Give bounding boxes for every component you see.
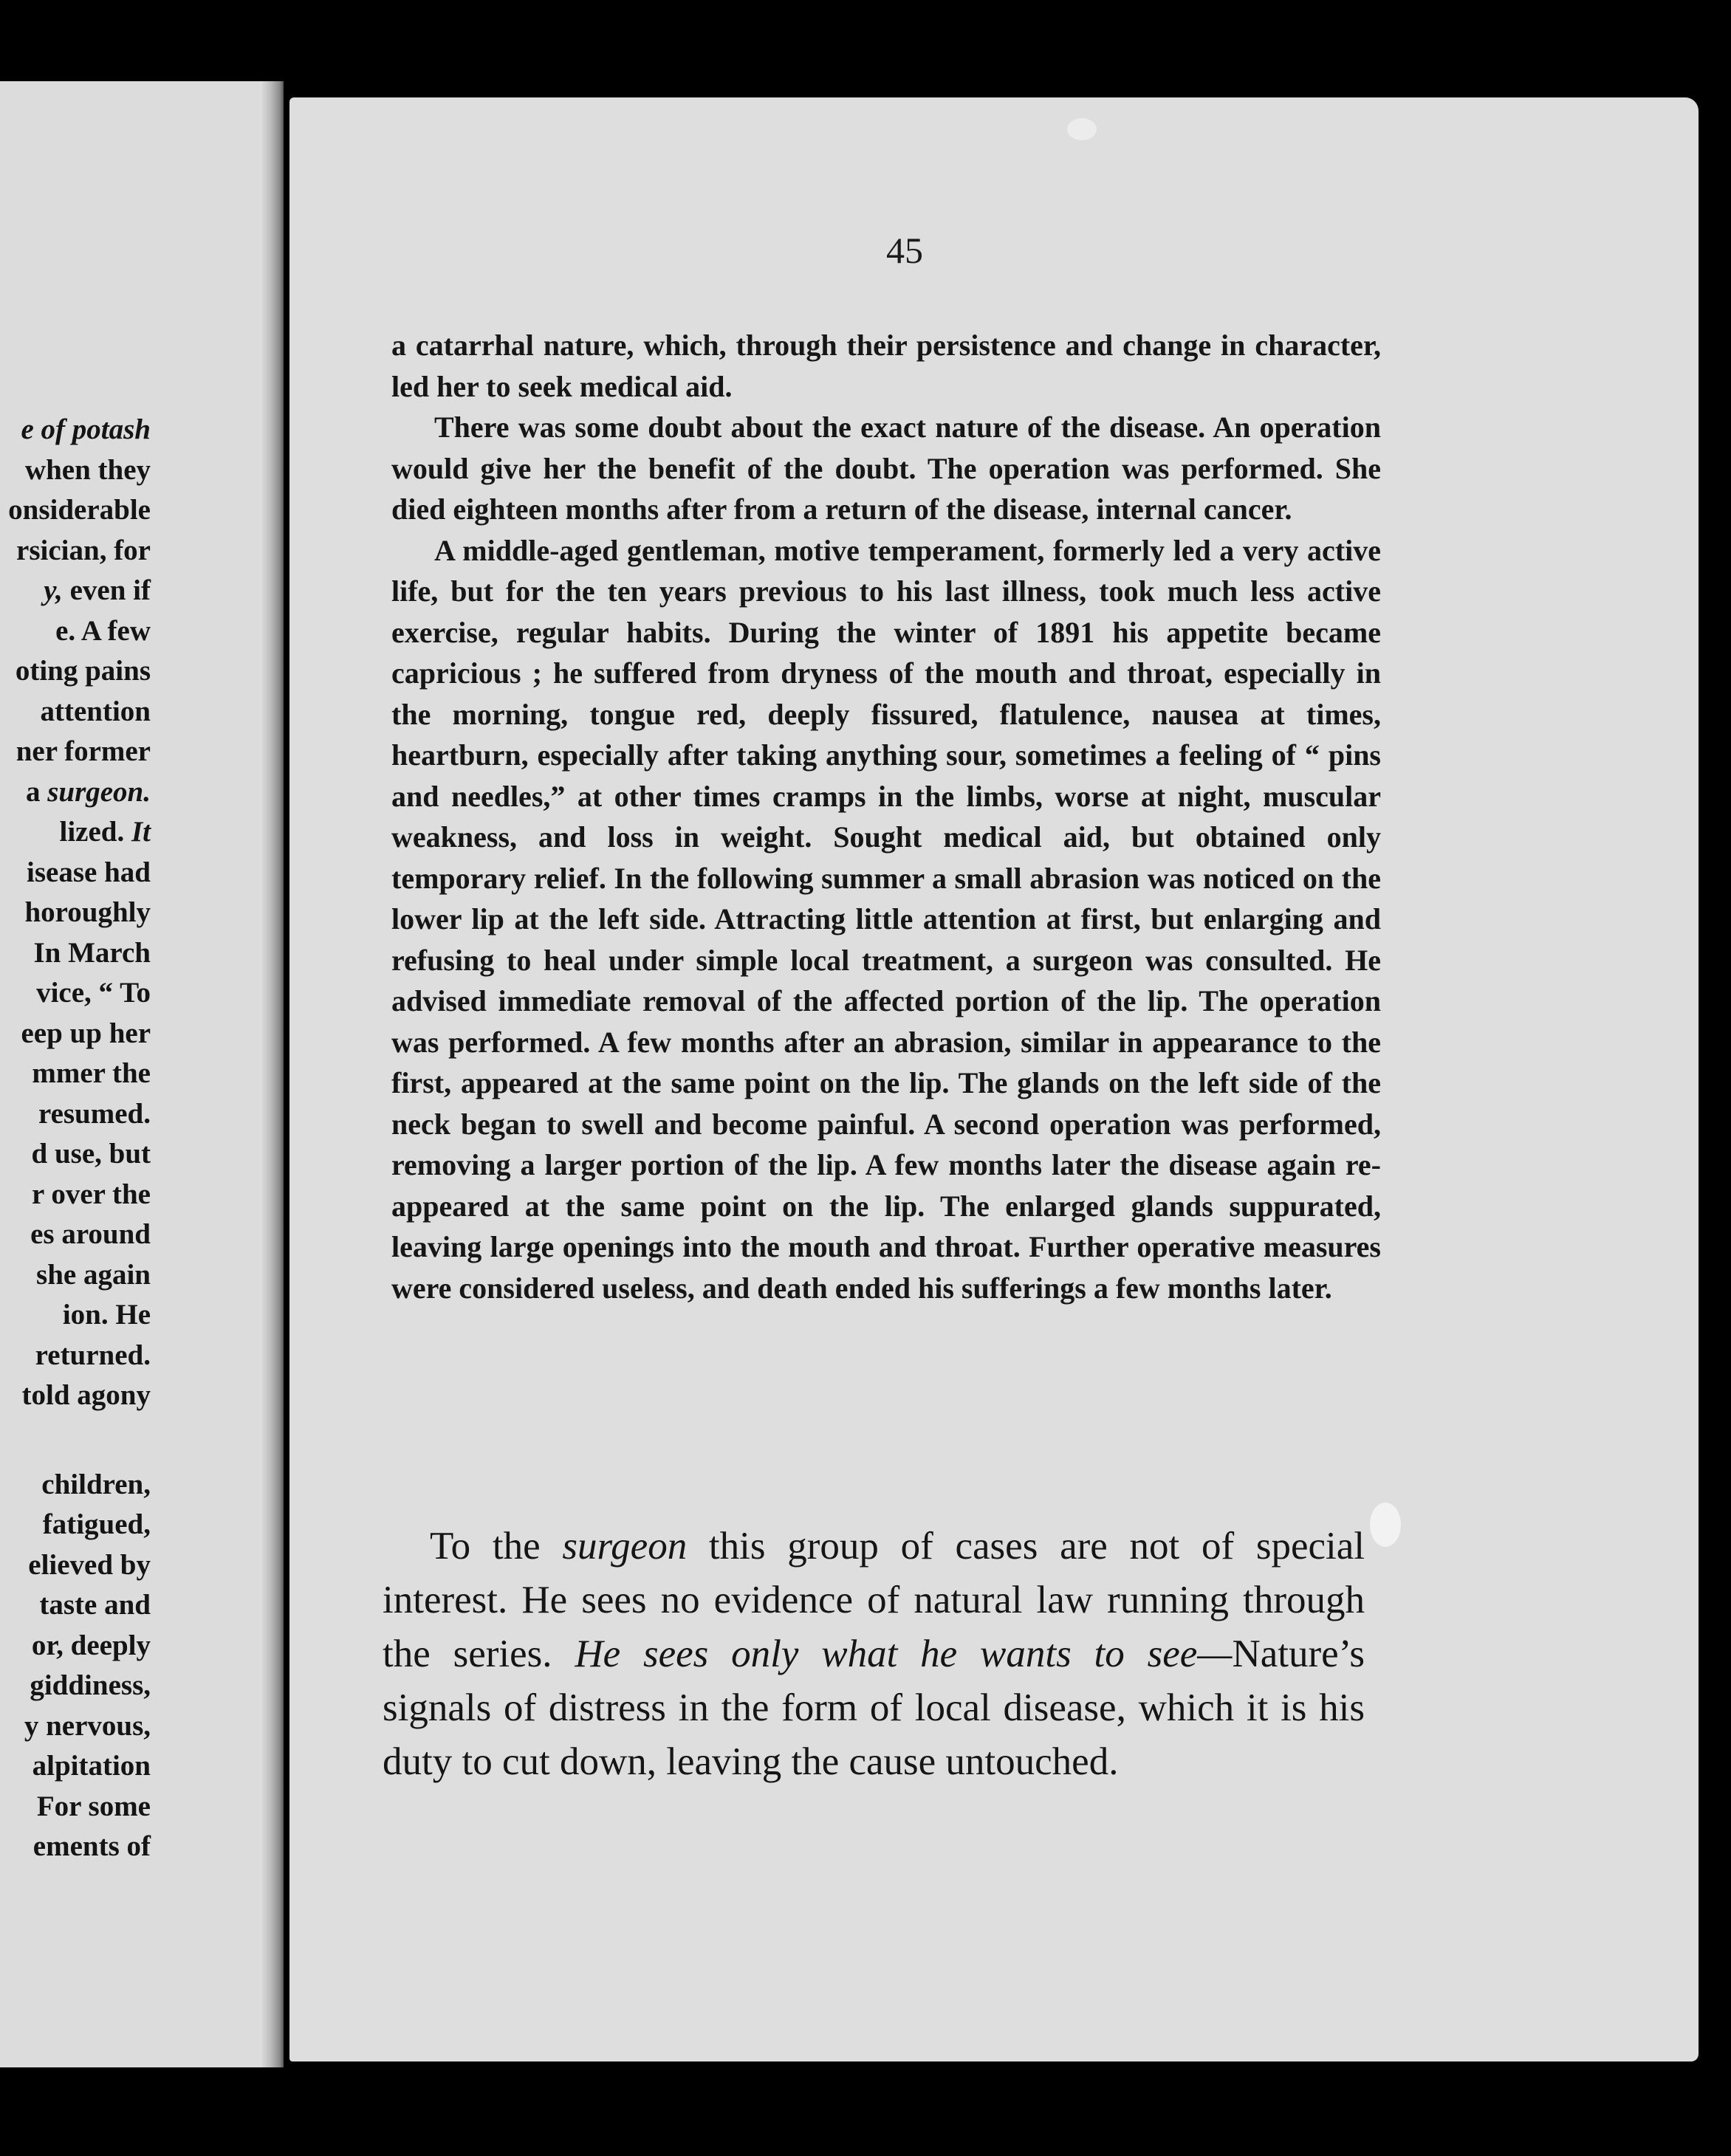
closing-italic-surgeon: surgeon (562, 1525, 688, 1568)
previous-page-line: ements of (32, 1830, 151, 1862)
paragraph-case-doubt: There was some doubt about the exact nature of the disease. An operation would give her the benefit of the doubt. The operation was performed. She died eighteen months after from a return of the disease, internal cancer. (391, 411, 1381, 526)
line-text: oting pains (15, 655, 151, 687)
line-text: eep up her (21, 1017, 151, 1049)
previous-page-line: fatigued, (42, 1508, 151, 1540)
previous-page-line (0, 893, 151, 933)
previous-page-line (0, 410, 151, 450)
previous-page-line (0, 1134, 151, 1175)
previous-page-line (0, 692, 151, 732)
previous-page-line (0, 973, 151, 1014)
scan-speck (1370, 1503, 1401, 1547)
previous-page-line: taste and (39, 1589, 151, 1621)
line-text: resumed. (38, 1097, 151, 1130)
line-italic-text: y, (44, 574, 63, 606)
previous-page-line (0, 1295, 151, 1336)
line-italic-text: surgeon. (47, 775, 151, 808)
previous-page-line (0, 651, 151, 692)
previous-page-line (0, 1014, 151, 1054)
previous-page-line (0, 531, 151, 571)
previous-page-line (0, 1175, 151, 1215)
paragraph-case-gentleman: A middle-aged gentleman, motive temperament, formerly led a very active life, but for the ten years previous to his last illness, took much less active exercise, regular habits. During the winter of 1891 his appetite became capricious ; he suffered from dryness of the mouth and throat, especially in the morning, tongue red, deeply fissured, flatulence, nausea at times, heartburn, especially after taking anything sour, sometimes a feeling of “ pins and needles,” at other times cramps in the limbs, worse at night, muscular weakness, and loss in weight. Sought medical aid, but obtained only temporary relief. In the following summer a small abrasion was noticed on the lower lip at the left side. Attracting little attention at first, but enlarging and refusing to heal under simple local treatment, a surgeon was consulted. He advised immediate removal of the affected portion of the lip. The operation was performed. A few months after an abrasion, similar in appearance to the first, appeared at the same point on the lip. The glands on the left side of the neck began to swell and become painful. A second operation was performed, removing a larger portion of the lip. A few months later the disease again re-appeared at the same point on the lip. The enlarged glands suppurated, leaving large openings into the mouth and throat. Further operative measures were considered useless, and death ended his sufferings a few months later. (391, 533, 1381, 1305)
line-text: vice, “ To (36, 977, 151, 1009)
line-text: even if (62, 574, 151, 606)
previous-page-line (0, 772, 151, 813)
line-italic-text: e of potash (21, 413, 151, 445)
previous-page-line: y nervous, (24, 1709, 151, 1742)
closing-text-3: Nature’s signals of distress in the form of local disease, which it is his duty to cut down, leaving the cause untouched. (383, 1633, 1365, 1783)
line-text: ner former (16, 735, 151, 767)
line-text: d use, but (31, 1138, 151, 1170)
previous-page-line (0, 611, 151, 652)
previous-page-line (0, 1376, 151, 1416)
line-text: e. A few (55, 614, 151, 647)
book-gutter (260, 81, 287, 2067)
line-text: lized. (59, 816, 131, 848)
closing-text-1: To the (430, 1525, 563, 1568)
line-text: onsiderable (8, 494, 151, 526)
previous-page-line: or, deeply (31, 1629, 151, 1661)
previous-page-line: giddiness, (30, 1669, 151, 1701)
previous-page-line (0, 450, 151, 491)
previous-page-line: children, (41, 1468, 151, 1500)
page-number: 45 (886, 230, 923, 271)
closing-text-2: this group of cases are not of special interest. He sees no evidence of natural law running through the series. (383, 1525, 1365, 1675)
line-text: told agony (21, 1379, 151, 1411)
line-text: rsician, for (16, 534, 151, 566)
closing-italic-sentence: He sees only what he wants to see— (575, 1633, 1233, 1675)
closing-paragraph (383, 1520, 1365, 1789)
line-text: r over the (31, 1178, 151, 1210)
previous-page-line (0, 933, 151, 974)
previous-page-line (0, 1094, 151, 1135)
page-body (391, 325, 1381, 1308)
line-text: isease had (27, 856, 151, 888)
previous-page-line (0, 1215, 151, 1255)
previous-page-line: alpitation (32, 1750, 151, 1782)
spine-shadow (284, 81, 288, 2067)
line-text: mmer the (32, 1057, 151, 1089)
line-text: when they (24, 453, 151, 486)
previous-page-line (0, 571, 151, 611)
previous-page-line (0, 1054, 151, 1094)
previous-page-line: elieved by (28, 1548, 151, 1581)
previous-page-fragment (0, 81, 261, 2067)
paragraph-gap (0, 1416, 151, 1465)
previous-page-line (0, 853, 151, 893)
line-text: es around (30, 1218, 151, 1250)
previous-page-line (0, 812, 151, 853)
line-text: ion. He (62, 1299, 151, 1331)
paragraph-continuation: a catarrhal nature, which, through their persistence and change in character, led her to seek medical aid. (391, 329, 1381, 403)
line-text: a (25, 775, 48, 808)
previous-page-line (0, 490, 151, 531)
line-text: horoughly (24, 896, 151, 928)
line-text: she again (36, 1258, 151, 1291)
scan-speck (1067, 118, 1097, 140)
previous-page-line (0, 732, 151, 772)
previous-page-line (0, 1255, 151, 1296)
line-text: attention (40, 695, 151, 727)
line-text: returned. (35, 1339, 151, 1371)
previous-page-line (0, 1336, 151, 1376)
line-italic-text: It (131, 816, 151, 848)
line-text: In March (33, 936, 151, 969)
previous-page-text (0, 410, 151, 1867)
previous-page-line: For some (36, 1790, 151, 1822)
